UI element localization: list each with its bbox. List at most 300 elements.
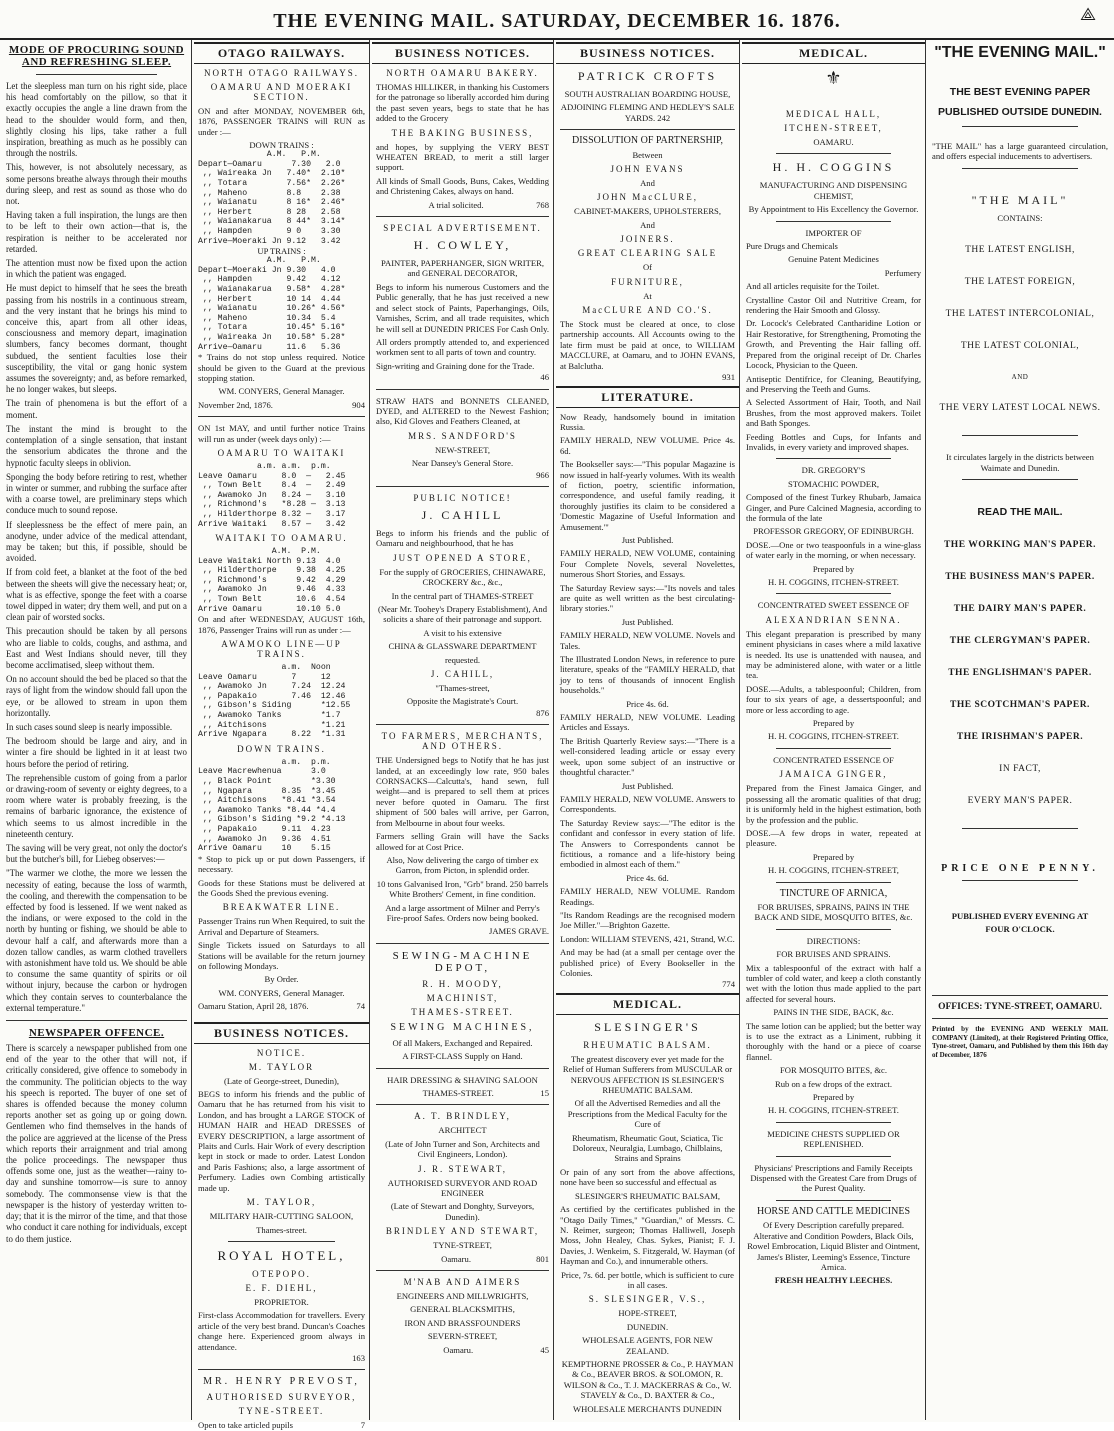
ad-text: The Saturday Review says:—"The editor is the confidant and confessor in every station of life. The Answers to Correspondents cannot be fictitious, a romance and a life-history being embodied in almost each of them.": [560, 817, 735, 870]
divider: [962, 479, 1078, 480]
ad-text: FOR BRUISES AND SPRAINS.: [776, 949, 891, 960]
ad-text: The same lotion can be applied; but the better way is to use the extract as a Liniment, rubbing it thoroughly with the hand or a piece of coarse flannel.: [746, 1020, 921, 1062]
promo-item: THE ENGLISHMAN'S PAPER.: [948, 668, 1092, 679]
ad-title: JAMAICA GINGER,: [779, 769, 888, 780]
notice-text: On and after WEDNESDAY, AUGUST 16th, 1876, Passenger Trains will run as under :—: [198, 614, 365, 635]
ad-text: All orders promptly attended to, and experienced workmen sent to all parts of town and country.: [376, 336, 549, 358]
ad-text: CONCENTRATED ESSENCE OF: [773, 754, 894, 765]
ad-name: BRINDLEY AND STEWART,: [385, 1226, 540, 1237]
ad-text: FAMILY HERALD, NEW VOLUME. Answers to Correspondents.: [560, 793, 735, 815]
divider: [560, 129, 735, 130]
ad-title: DR. GREGORY'S: [801, 465, 866, 476]
ad-title: MEDICAL HALL,: [785, 109, 882, 119]
ad-name: M. TAYLOR: [248, 1061, 315, 1072]
article-paragraph: If sleeplessness be the effect of mere pain, an anodyne, under advice of the medical attendant, may be taken; but this, if possible, should be avoided.: [6, 519, 187, 564]
divider: [776, 458, 891, 459]
promo-item: AND: [1011, 373, 1029, 382]
ad-name: MacCLURE AND CO.'S.: [582, 305, 713, 316]
ad-text: Now Ready, handsomely bound in imitation Russia.: [560, 411, 735, 432]
ad-title: DIRECTIONS:: [806, 935, 861, 946]
ad-text: (Late of John Turner and Son, Architects and Civil Engineers, London).: [385, 1138, 540, 1160]
ad-text: [376, 1254, 549, 1264]
ad-text: GENERAL BLACKSMITHS,: [410, 1304, 515, 1315]
ad-text: At: [643, 290, 652, 301]
ad-title: SLESINGER'S RHEUMATIC BALSAM,: [574, 1190, 721, 1201]
ad-text: THAMES-STREET.: [422, 1087, 494, 1098]
ad-number: 774: [722, 979, 735, 990]
divider: [932, 995, 1108, 996]
ad-title: GREAT CLEARING SALE: [577, 248, 718, 259]
ad-text: In the central part of THAMES-STREET: [391, 590, 534, 601]
divider: [36, 74, 157, 75]
columns: [2, 40, 1112, 1431]
article-heading: NEWSPAPER OFFENCE.: [28, 1027, 165, 1040]
ad-text: Just Published.: [621, 780, 674, 791]
divider: [776, 1122, 891, 1123]
ad-text: A trial solicited.: [428, 199, 484, 210]
ad-text: STRAW HATS and BONNETS CLEANED, DYED, and ALTERED to the Newest Fashion; also, Kid Gloves and Feathers Cleaned, at: [376, 395, 549, 427]
ad-title: DISSOLUTION OF PARTNERSHIP,: [571, 135, 723, 147]
ad-text: And: [640, 219, 655, 230]
ad-text: "Thames-street,: [435, 683, 490, 694]
ad-text: Prepared from the Finest Jamaica Ginger, and possessing all the aromatic qualities of that drug; it is uniformly held in the highest estimation, both by the profession and the public.: [746, 783, 921, 825]
timetable: A.M. P.M. Leave Waitaki North 9.13 4.0 ,, Hilderthorpe 9.38 4.25 ,, Richmond's 9.42 4.29 ,, Awamoko Jn 9.46 4.33 ,, Town Belt 10.6 4.54 Arrive Oamaru 10.10 5.0: [198, 547, 346, 614]
ad-text: First-class Accommodation for travellers. Every article of the very best brand. Duncan's Coaches change here. Experienced groom always in attendance.: [198, 1310, 365, 1352]
ad-title: NOTICE.: [256, 1047, 307, 1058]
notice-text: Single Tickets issued on Saturdays to all Stations will be available for the return journey on following Mondays.: [198, 940, 365, 971]
ad-text: And: [640, 178, 655, 189]
divider: [776, 153, 891, 154]
ad-text: Physicians' Prescriptions and Family Receipts Dispensed with the Greatest Care from Drugs of the Purest Quality.: [750, 1162, 917, 1194]
notice-text: Goods for these Stations must be delivered at the Goods Shed the previous evening.: [198, 877, 365, 898]
ad-number: 801: [536, 1253, 549, 1264]
article-paragraph: Having taken a full inspiration, the lungs are then to be left to their own action—that is, the respiration is neither to be accelerated nor retarded.: [6, 210, 187, 254]
ad-text: All kinds of Small Goods, Buns, Cakes, Wedding and Christening Cakes, always on hand.: [376, 175, 549, 197]
ad-text: The Saturday Review says:—"Its novels and tales are quite as well written as the best circulating-library stories.": [560, 582, 735, 614]
column-5: [742, 40, 926, 1420]
ad-name: M'NAB AND AIMERS: [403, 1277, 522, 1288]
ad-number: 45: [540, 1344, 549, 1355]
offices: OFFICES: TYNE-STREET, OAMARU.: [938, 1001, 1102, 1012]
ad-text: As certified by the certificates published in the "Otago Daily Times," "Guardian," of Messrs. C. N. Reimer, surgeon; Thomas Halliwell, Joseph Moss, John Healey, Chas. Sykes, Pianist; F. J. Davies, J. Wenkeim, S. Fitzgerald, W. Hayman (of Hayman and Co.), and innumerable others.: [560, 1204, 735, 1267]
section-heading: BUSINESS NOTICES.: [372, 42, 553, 64]
ad-text: And all articles requisite for the Toilet.: [746, 281, 880, 292]
ad-name: MR. HENRY PREVOST,: [203, 1376, 360, 1388]
ad-text: AUTHORISED SURVEYOR,: [206, 1392, 357, 1403]
ad-text: Of: [642, 262, 653, 273]
ad-text: Prepared by: [812, 1092, 855, 1103]
sub-heading: DOWN TRAINS.: [237, 743, 326, 754]
promo-item: THE BUSINESS MAN'S PAPER.: [945, 572, 1095, 583]
ad-title: STOMACHIC POWDER,: [787, 478, 880, 489]
ad-text: and hopes, by supplying the VERY BEST WHEATEN BREAD, to merit a still larger support.: [376, 141, 549, 173]
timetable: A.M. P.M. Depart—Oamaru 7.30 2.0 ,, Waireaka Jn 7.40* 2.10* ,, Totara 7.56* 2.26* ,, Maheno 8.8 2.38 ,, Waianatu 8 16* 2.46* ,, Herbert 8 28 2.58 ,, Waianakarua 8 44* 3.14* ,, Hampden 9 0 3.30 Arrive—Moeraki Jn 9.12 3.42: [198, 150, 346, 246]
ad-text: Begs to inform his friends and the public of Oamaru and neighbourhood, that he has: [376, 527, 549, 549]
promo-item: THE IRISHMAN'S PAPER.: [956, 732, 1084, 743]
ad-number: 15: [540, 1087, 549, 1098]
ad-number: 46: [540, 372, 549, 383]
ad-title: FRESH HEALTHY LEECHES.: [774, 1275, 893, 1286]
divider: [776, 221, 891, 222]
ad-text: TYNE-STREET.: [238, 1406, 325, 1417]
ad-title: THE BAKING BUSINESS,: [391, 127, 534, 138]
promo-item: IN FACT,: [999, 764, 1041, 775]
ad-number: 876: [536, 707, 549, 718]
ad-title: TINCTURE OF ARNICA,: [779, 887, 888, 899]
sub-heading: NORTH OTAGO RAILWAYS.: [204, 68, 359, 78]
ad-text: FOR BRUISES, SPRAINS, PAINS IN THE BACK AND SIDE, MOSQUITO BITES, &c.: [754, 901, 913, 923]
ad-text: CHINA & GLASSWARE DEPARTMENT: [388, 641, 537, 652]
divider: [776, 929, 891, 930]
ad-title: HAIR DRESSING & SHAVING SALOON: [387, 1074, 538, 1085]
ad-text: 10 tons Galvanised Iron, "Grb" brand. 250 barrels White Brothers' Cement, in fine condition.: [376, 878, 549, 900]
article-paragraph: The reprehensible custom of going from a parlor or drawing-room of seventy or eighty degrees, to a room where water is probably freezing, is the remains of barbaric ignorance, the existence of which seems to us almost incredible in the nineteenth century.: [6, 772, 187, 839]
section-heading: LITERATURE.: [556, 386, 739, 408]
ad-text: A Selected Assortment of Hair, Tooth, and Nail Brushes, from the most approved makers. Toilet and Bath Sponges.: [746, 397, 921, 429]
divider: [776, 1156, 891, 1157]
column-2: [194, 40, 370, 1431]
ad-text: TYNE-STREET,: [433, 1240, 492, 1251]
ad-title: SEWING-MACHINE DEPOT,: [392, 949, 533, 974]
ad-number: 931: [722, 372, 735, 383]
ad-text: The British Quarterly Review says:—"There is a well-considered leading article or essay every week, upon some subject of an instructive or thoughtful character.": [560, 735, 735, 778]
ad-text: This elegant preparation is prescribed by many eminent physicians in cases where a mild laxative is needed. Its use is unattended with nausea, and may be administered alone, with water or a little tea.: [746, 628, 921, 681]
ad-text: BEGS to inform his friends and the public of Oamaru that he has returned from his visit to London, and has brought a LARGE STOCK of HUMAN HAIR and HEAD DRESSES of EVERY DESCRIPTION, a large assortment of Plaits and Curls. Hair Work of every description kept in stock or made to order. Latest London and Paris Fashions; also, a large assortment of Perfumery. Ladies own Combing artistically made up.: [198, 1089, 365, 1193]
ad-text: [376, 1345, 549, 1355]
ad-name: M. TAYLOR,: [246, 1197, 317, 1208]
ad-text: And a large assortment of Milner and Perry's Fire-proof Safes. Orders now being booked.: [385, 902, 540, 923]
ad-text: PAINS IN THE SIDE, BACK, &c.: [773, 1007, 894, 1018]
ad-text: [198, 1420, 365, 1430]
timetable: a.m. Noon Leave Oamaru 7 12 ,, Awamoko Jn 7.24 12.24 ,, Papakaio 7.46 12.46 ,, Gibson's Siding *12.55 ,, Awamoko Tanks *1.7 ,, Aitchisons *1.21 Arrive Ngapara 8.22 *1.31: [198, 663, 351, 740]
ad-name: SLESINGER'S: [594, 1019, 701, 1034]
ad-text: Oamaru.: [441, 1253, 471, 1264]
article-paragraph: In such cases sound sleep is nearly impossible.: [6, 721, 173, 732]
ad-text: Crystalline Castor Oil and Nutritive Cream, for rendering the Hair Smooth and Glossy.: [746, 294, 921, 316]
ad-text: Sign-writing and Graining done for the Trade.: [376, 360, 535, 371]
sub-heading: BREAKWATER LINE.: [222, 902, 341, 913]
divider: [228, 1241, 335, 1242]
ad-text: DOSE.—Adults, a tablespoonful; Children, from four to six years of age, a dessertspoonful; and more or less according to age.: [746, 683, 921, 715]
ad-text: Of all Makers, Exchanged and Repaired.: [392, 1037, 533, 1048]
divider: [932, 1018, 1108, 1019]
notice-text: ON and after MONDAY, NOVEMBER 6th, 1876, PASSENGER TRAINS will RUN as under :—: [198, 106, 365, 137]
ad-text: (Near Mr. Toohey's Drapery Establishment), And solicits a share of their patronage and support.: [377, 604, 548, 625]
ad-title: PUBLIC NOTICE!: [413, 492, 512, 503]
promo-text: It circulates largely in the districts between Waimate and Dunedin.: [946, 452, 1094, 473]
ad-text: THE Undersigned begs to Notify that he has just landed, at an exceedingly low rate, 950 bales CORNSACKS—Calcutta's, hand sewn, full weight—and is prepared to sell them at prices never before quoted in Oamaru. The first shipment of 500 bales will arrive, per Garron, from Melbourne in about four weeks.: [376, 755, 549, 828]
ad-text: DOSE.—A few drops in water, repeated at pleasure.: [746, 827, 921, 849]
article-paragraph: There is scarcely a newspaper published from one end of the year to the other that will not, if critically considered, give offence to somebody in the community. The politician objects to the way his speech is reported. The buyer of one set of shares is offended because the money column reports another set as going up or going down. Gentlemen who find themselves in the hands of the police are aggrieved at the license of the Press which reports their arraignment and trial among the police proceedings. The newspaper thus offends some one, just as the weather—rainy to-day and sunshine tomorrow—is sure to annoy somebody. The commonsense view is that the newspaper is the history of yesterday written to-day; that it is the mirror of the time, and that those who conduct it care nothing for individuals, except to do them justice.: [6, 1043, 187, 1244]
masthead-title: THE EVENING MAIL. SATURDAY, DECEMBER 16. 1876.: [273, 10, 841, 32]
masthead: [0, 0, 1114, 40]
promo-line: THE BEST EVENING PAPER: [949, 86, 1091, 98]
ad-text: Near Dansey's General Store.: [411, 458, 514, 469]
ad-name: H. COWLEY,: [413, 238, 512, 253]
ad-title: RHEUMATIC BALSAM.: [583, 1039, 712, 1050]
ad-text: NEW-STREET,: [435, 444, 490, 455]
promo-item: THE WORKING MAN'S PAPER.: [943, 540, 1097, 551]
ad-text: H. H. COGGINS, ITCHEN-STREET.: [768, 731, 899, 742]
ad-number: 242: [657, 112, 671, 123]
ad-text: Just Published.: [621, 534, 674, 545]
ad-text: H. H. COGGINS, ITCHEN-STREET,: [768, 865, 899, 876]
ad-text: [560, 102, 735, 123]
ad-name: J. CAHILL: [421, 507, 504, 522]
ad-text: Thames-street.: [256, 1224, 307, 1235]
ad-text: ITCHEN-STREET,: [784, 123, 883, 133]
divider: [776, 1200, 891, 1201]
ad-text: Prepared by: [812, 851, 855, 862]
ad-text: MANUFACTURING AND DISPENSING CHEMIST,: [759, 180, 908, 201]
table-heading: DOWN TRAINS :: [249, 140, 314, 151]
ad-text: Rheumatism, Rheumatic Gout, Sciatica, Tic Doloreux, Neuralgia, Lumbago, Chilblains, Strains and Sprains: [571, 1132, 724, 1164]
ad-text: FAMILY HERALD, NEW VOLUME, containing Four Complete Novels, several Novelettes, numerous Short Stories, and Essays.: [560, 548, 735, 580]
ad-text: FURNITURE,: [611, 276, 684, 287]
article-heading: MODE OF PROCURING SOUND AND REFRESHING SLEEP.: [8, 44, 185, 68]
ad-text: Of all the Advertised Remedies and all the Prescriptions from the Medical Faculty for the Cure of: [567, 1098, 728, 1130]
signature: WM. CONYERS, General Manager.: [218, 386, 345, 397]
divider: [962, 880, 1078, 881]
ad-title: WHOLESALE MERCHANTS DUNEDIN: [573, 1403, 722, 1414]
divider: [198, 416, 365, 417]
ad-text: [376, 1088, 549, 1098]
ad-text: PAINTER, PAPERHANGER, SIGN WRITER, and GENERAL DECORATOR,: [381, 258, 544, 279]
imprint: Printed by the EVENING AND WEEKLY MAIL COMPANY (Limited), at their Registered Printing Office, Tyne-street, Oamaru, and Published by them this 16th day of December, 1876: [932, 1025, 1108, 1059]
section-heading: OTAGO RAILWAYS.: [194, 42, 369, 64]
ad-text: OAMARU.: [813, 137, 854, 147]
ad-text: FAMILY HERALD, NEW VOLUME. Leading Articles and Essays.: [560, 712, 735, 733]
ad-text: The Illustrated London News, in reference to pure literature, speaks of the "FAMILY HERALD, that joy to tens of thousands of innocent English households.": [560, 654, 735, 696]
section-heading: MEDICAL.: [742, 42, 925, 64]
notice-text: Passenger Trains run When Required, to suit the Arrival and Departure of Steamers.: [198, 916, 365, 937]
ad-text: London: WILLIAM STEVENS, 421, Strand, W.C.: [560, 933, 735, 944]
divider: [776, 882, 891, 883]
ad-text: FOR MOSQUITO BITES, &c.: [779, 1065, 888, 1076]
ad-text: OTEPOPO.: [252, 1268, 311, 1279]
ad-text: [376, 200, 549, 210]
ad-text: Pure Drugs and Chemicals: [746, 241, 838, 252]
article-paragraph: This, however, is not absolutely necessary, as some persons breathe always through their mouths during sleep, and rest as sound as those who do not.: [6, 162, 187, 207]
promo-text: "THE MAIL" has a large guaranteed circulation, and offers especial inducements to advertisers.: [932, 141, 1108, 162]
ad-signature: JAMES GRAVE.: [488, 926, 549, 937]
ad-text: AUTHORISED SURVEYOR AND ROAD ENGINEER: [387, 1177, 538, 1198]
date-line: [198, 400, 365, 410]
ad-text: IRON AND BRASSFOUNDERS: [404, 1317, 521, 1328]
paper-title: "THE EVENING MAIL.": [934, 44, 1106, 61]
divider: [962, 828, 1078, 829]
sub-heading: AWAMOKO LINE—UP TRAINS.: [221, 639, 342, 660]
ad-name: JOHN EVANS: [610, 164, 685, 175]
ad-text: Between: [632, 149, 663, 160]
ad-text: The Bookseller says:—"This popular Magazine is now issued in half-yearly volumes. With its wealth of fiction, poetry, scientific information, correspondence, and useful family reading, it thoroughly justifies its claim to be considered a 'Domestic Magazine of Useful Information and Amusement.'": [560, 459, 735, 532]
column-3: [372, 40, 554, 1420]
divider: [376, 486, 549, 487]
ad-title: NORTH OAMARU BAKERY.: [386, 68, 539, 78]
ad-title: MEDICINE CHESTS SUPPLIED OR REPLENISHED.: [767, 1128, 900, 1150]
ad-name: S. SLESINGER, V.S.,: [588, 1294, 707, 1305]
promo-item: EVERY MAN'S PAPER.: [967, 796, 1073, 807]
timetable: A.M. P.M. Depart—Moeraki Jn 9.30 4.0 ,, Hampden 9.42 4.12 ,, Waianakarua 9.58* 4.28* ,, Herbert 10 14 4.44 ,, Waianatu 10.26* 4.56* ,, Maheno 10.34 5.4 ,, Totara 10.45* 5.16* ,, Waireaka Jn 10.58* 5.28* Arrive—Oamaru 11.6 5.36: [198, 256, 346, 352]
ad-text: KEMPTHORNE PROSSER & Co., P. HAYMAN & Co., BEAVER BROS. & SOLOMON, R. WILSON & Co., T. J. MACKERRAS & Co., W. STAVELY & Co., D. BAXTER & Co.,: [561, 1358, 734, 1401]
ad-name: JOHN MacCLURE,: [597, 192, 698, 203]
ad-text: FAMILY HERALD, NEW VOLUME. Price 4s. 6d.: [560, 435, 735, 456]
article-paragraph: The saving will be very great, not only the doctor's but the butcher's bill, for Liebeg observes:—: [6, 843, 187, 865]
ad-text: Perfumery: [884, 267, 921, 278]
ad-text: (Late of George-street, Dunedin),: [223, 1075, 340, 1086]
ad-text: The greatest discovery ever yet made for the Relief of Human Sufferers from MUSCULAR or NERVOUS AFFECTION IS SLESINGER'S RHEUMATIC BALSAM.: [562, 1053, 733, 1096]
ad-text: PROFESSOR GREGORY, OF EDINBURGH.: [753, 526, 914, 537]
ad-name: J. CAHILL,: [430, 669, 495, 680]
divider: [962, 126, 1078, 127]
divider: [376, 1104, 549, 1105]
divider: [962, 435, 1078, 436]
ad-text: JOINERS.: [620, 234, 675, 245]
ad-text: MILITARY HAIR-CUTTING SALOON,: [209, 1211, 354, 1222]
ad-text: For the supply of GROCERIES, CHINAWARE, CROCKERY &c., &c.,: [379, 566, 546, 588]
ad-text: And may be had (at a small per centage over the published price) of Every Bookseller in the Colonies.: [560, 947, 735, 978]
ad-number: 163: [352, 1352, 365, 1363]
column-6: [928, 40, 1112, 1420]
notice-text: * Stop to pick up or put down Passengers, if necessary.: [198, 853, 365, 875]
ad-text: THAMES-STREET.: [411, 1006, 514, 1017]
ad-number: 768: [536, 199, 549, 210]
divider: [6, 1020, 187, 1021]
section-heading: BUSINESS NOTICES.: [556, 42, 739, 64]
ad-text: CONCENTRATED SWEET ESSENCE OF: [757, 600, 910, 611]
ad-text: ADJOINING FLEMING AND HEDLEY'S SALE YARDS.: [560, 102, 735, 123]
ad-text: JUST OPENED A STORE,: [393, 552, 532, 563]
ad-text: FAMILY HERALD, NEW VOLUME. Random Readings.: [560, 886, 735, 907]
table-heading: UP TRAINS :: [257, 246, 306, 257]
ad-title: SEWING MACHINES,: [390, 1021, 535, 1033]
ad-text: By Appointment to His Excellency the Governor.: [748, 204, 919, 215]
divider: [376, 943, 549, 944]
ad-title: ALEXANDRIAN SENNA.: [765, 614, 902, 625]
sub-heading: WAITAKI TO OAMARU.: [215, 533, 348, 544]
ad-text: A visit to his extensive: [423, 627, 502, 638]
divider: [198, 1369, 365, 1370]
ad-text: A FIRST-CLASS Supply on Hand.: [402, 1051, 523, 1062]
divider: [376, 1270, 549, 1271]
ad-text: H. H. COGGINS, ITCHEN-STREET.: [768, 1105, 899, 1116]
article-paragraph: The attention must now be fixed upon the action in which the patient was engaged.: [6, 258, 187, 280]
ad-text: HOPE-STREET,: [618, 1308, 677, 1319]
sub-heading: OAMARU AND MOERAKI SECTION.: [210, 82, 353, 102]
timetable: a.m. p.m. Leave Macrewhenua 3.0 ,, Black Point *3.30 ,, Ngapara 8.35 *3.45 ,, Aitchisons *8.41 *3.54 ,, Awamoko Tanks *8.44 *4.4 ,, Gibson's Siding *9.2 *4.13 ,, Papakaio 9.11 4.23 ,, Awamoko Jn 9.36 4.51 Arrive Oamaru 10 5.15: [198, 757, 346, 854]
promo-item: THE VERY LATEST LOCAL NEWS.: [939, 403, 1101, 414]
promo-line: PUBLISHED OUTSIDE DUNEDIN.: [938, 106, 1102, 118]
signature: WM. CONYERS, General Manager.: [218, 987, 345, 998]
publication-time: FOUR O'CLOCK.: [985, 924, 1055, 935]
ad-text: Price 4s. 6d.: [626, 872, 669, 883]
ad-text: H. H. COGGINS, ITCHEN-STREET.: [768, 577, 899, 587]
ad-name: J. R. STEWART,: [417, 1163, 508, 1174]
ad-text: Prepared by: [812, 563, 855, 574]
column-1: [2, 40, 192, 1420]
ad-text: Rub on a few drops of the extract.: [775, 1078, 892, 1089]
ad-title: WHOLESALE AGENTS, FOR NEW ZEALAND.: [582, 1335, 713, 1356]
article-paragraph: Let the sleepless man turn on his right side, place his head comfortably on the pillow, so that it exactly occupies the angle a line drawn from the head to the shoulder would form, and then, slightly closing his lips, take rather a full inspiration, breathing as much as he possibly can through the nostrils.: [6, 81, 187, 159]
article-paragraph: "The warmer we clothe, the more we lessen the necessity of eating, because the loss of warmth, the cooling, and therewith the compensation to be effected by food is lessened. If we went naked as the indians, or were exposed to the cold in the north by hunting or fishing, we should be able to devour half a calf, and afterwards more than a dozen tallow candles, as warm clothed travellers with astonishment have told us. We should be able to consume the same quantity of spirits or oil without injury, because the carbon or hydrogen which they contain serves to counterbalance the external temperature.": [6, 868, 187, 1013]
sub-heading: OAMARU TO WAITAKI: [217, 447, 346, 458]
article-paragraph: The train of phenomena is but the effort of a moment.: [6, 398, 187, 420]
ad-text: ARCHITECT: [438, 1125, 487, 1136]
divider: [962, 168, 1078, 169]
promo-title: "THE MAIL": [971, 192, 1069, 207]
ad-text: CABINET-MAKERS, UPHOLSTERERS,: [574, 206, 721, 217]
ad-text: Antiseptic Dentifrice, for Cleaning, Beautifying, and Preserving the Teeth and Gums.: [746, 373, 921, 394]
ad-title: TO FARMERS, MERCHANTS, AND OTHERS.: [381, 731, 544, 752]
ad-text: Price 4s. 6d.: [626, 698, 669, 709]
ad-text: SOUTH AUSTRALIAN BOARDING HOUSE,: [564, 89, 731, 99]
article-paragraph: This precaution should be taken by all persons who are liable to colds, coughs, and asthma, and East and West Indians should never, till they become acclimatised, sleep without them.: [6, 626, 187, 670]
article-paragraph: The bedroom should be large and airy, and in winter a fire should be lighted in it at least two hours before the period of retiring.: [6, 736, 187, 769]
article-paragraph: If from cold feet, a blanket at the foot of the bed between the sheets will give the necessary heat; or, what is as effective, sponge the feet with a coarse towel dipped in water; dry them well, and put on a clean pair of worsted socks.: [6, 567, 187, 623]
ad-number: 966: [536, 469, 549, 480]
ad-text: DOSE.—One or two teaspoonfuls in a wine-glass of water early in the morning, or when necessary.: [746, 539, 921, 561]
ad-name: R. H. MOODY,: [422, 978, 503, 989]
ad-number: 74: [356, 1001, 365, 1012]
promo-item: THE LATEST COLONIAL,: [960, 341, 1080, 352]
ad-text: Begs to inform his numerous Customers and the Public generally, that he has just received a new and select stock of Paints, Paperhangings, Oils, Varnishes, Scrim, and all trade requisites, which he will sell at DUNEDIN PRICES For Cash Only.: [376, 281, 549, 334]
promo-item: THE LATEST INTERCOLONIAL,: [945, 309, 1095, 320]
date-line: [198, 1001, 365, 1011]
ad-name: E. F. DIEHL,: [245, 1282, 318, 1293]
price: PRICE ONE PENNY.: [941, 863, 1099, 875]
promo-item: THE DAIRY MAN'S PAPER.: [953, 604, 1087, 615]
article-paragraph: He must depict to himself that he sees the breath passing from his nostrils in a continuous stream, and the very instant that he brings his mind to conceive this, apart from all other ideas, consciousness and memory depart, imagination slumbers, fancy becomes dormant, thought subdued, the sentient faculties lose their susceptibility, the vital or gang honic system assumes the sovereignty; and, as before remarked, he no longer wakes, but sleeps.: [6, 283, 187, 395]
divider: [376, 1068, 549, 1069]
ad-text: Of Every Description carefully prepared. Alterative and Condition Powders, Black Oils, Rowel Embrocation, Liquid Blister and Ointment, James's Blister, Leeming's Essence, Tincture Arnica.: [747, 1220, 920, 1272]
ad-text: THOMAS HILLIKER, in thanking his Customers for the patronage so liberally accorded him during the past seven years, begs to state that he has added to the Grocery: [376, 82, 549, 124]
notice-text: ON 1st MAY, and until further notice Trains will run as under (week days only) :—: [198, 423, 365, 444]
section-heading: MEDICAL.: [556, 993, 739, 1015]
divider: [376, 216, 549, 217]
divider: [376, 724, 549, 725]
ad-text: Dr. Locock's Celebrated Cantharidine Lotion or Hair Restorative, for Strengthening, Promoting the Growth, and Preventing the Hair falling off. Prepared from the original receipt of Dr. Charles Locock, Physician to the Queen.: [746, 318, 921, 371]
ad-text: DUNEDIN.: [626, 1321, 669, 1332]
ad-number: 904: [352, 399, 365, 410]
article-paragraph: Sponging the body before retiring to rest, whether in winter or summer, and rubbing the surface after with a coarse towel, are preliminary steps which conduce much to sound repose.: [6, 471, 187, 516]
article-paragraph: On no account should the bed be placed so that the rays of light from the window should fall upon the eye, or be allowed to stream in upon them horizontally.: [6, 674, 187, 718]
ad-text: PROPRIETOR.: [254, 1296, 309, 1307]
ad-text: Mix a tablespoonful of the extract with half a tumbler of cold water, and keep a cloth constantly wet with the lotion thus made applied to the part affected for several hours.: [746, 962, 921, 1004]
ad-text: Genuine Patent Medicines: [788, 254, 879, 265]
ad-text: FAMILY HERALD, NEW VOLUME. Novels and Tales.: [560, 630, 735, 651]
ad-text: (Late of Stewart and Donghty, Surveyors, Dunedin).: [390, 1201, 535, 1222]
publication-time: PUBLISHED EVERY EVENING AT: [951, 911, 1089, 922]
notice-text: * Trains do not stop unless required. Notice should be given to the Guard at the previous stopping station.: [198, 352, 365, 383]
divider: [376, 389, 549, 390]
promo-item: THE SCOTCHMAN'S PAPER.: [950, 700, 1090, 711]
ad-text: Oamaru.: [443, 1344, 474, 1355]
ad-title: HORSE AND CATTLE MEDICINES: [756, 1205, 911, 1217]
ad-text: Open to take articled pupils: [198, 1420, 293, 1431]
ad-text: SEVERN-STREET,: [427, 1331, 498, 1342]
promo-item: THE LATEST FOREIGN,: [964, 277, 1076, 288]
ad-text: "Its Random Readings are the recognised modern Joe Miller."—Brighton Gazette.: [560, 909, 735, 931]
ad-text: Just Published.: [621, 616, 674, 627]
ad-text: Prepared by: [812, 718, 855, 729]
promo-item: THE CLERGYMAN'S PAPER.: [949, 636, 1091, 647]
timetable: a.m. a.m. p.m. Leave Oamaru 8.0 — 2.45 ,, Town Belt 8.4 — 2.49 ,, Awamoko Jn 8.24 — 3.10 ,, Richmond's *8.28 — 3.13 ,, Hilderthorpe 8.32 — 3.17 Arrive Waitaki 8.57 — 3.42: [198, 461, 346, 529]
date: Oamaru Station, April 28, 1876.: [198, 1001, 309, 1012]
ad-text: The Stock must be cleared at once, to close partnership accounts. All Accounts owing to the late firm must be paid at once, to WILLIAM MACCLURE, at Oamaru, and to JOHN EVANS, at Balclutha.: [560, 319, 735, 371]
ad-text: Also, Now delivering the cargo of timber ex Garron, from Picton, in splendid order.: [386, 854, 539, 876]
ad-name: PATRICK CROFTS: [577, 69, 718, 83]
ad-text: ENGINEERS AND MILLWRIGHTS,: [396, 1291, 529, 1302]
